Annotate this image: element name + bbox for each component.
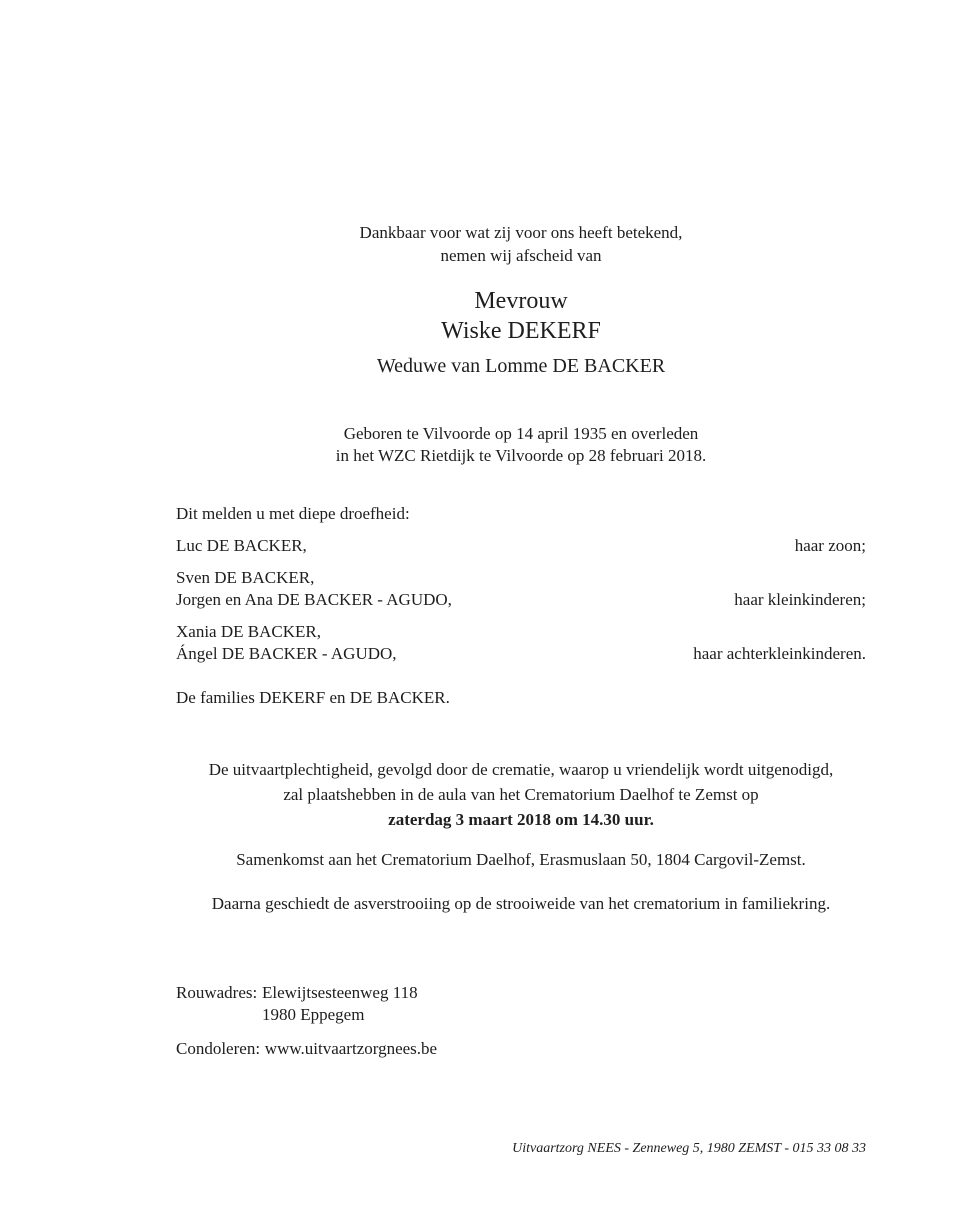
relative-row-son	[176, 535, 866, 557]
families-line: De families DEKERF en DE BACKER.	[176, 688, 450, 707]
relative-names	[176, 567, 452, 611]
life-dates	[176, 423, 866, 467]
relation-label: haar achterkleinkinderen.	[693, 644, 866, 663]
intro-line-1: Dankbaar voor wat zij voor ons heeft betekend,	[359, 223, 683, 242]
deceased-title	[176, 286, 866, 346]
intro-lines	[176, 221, 866, 267]
ceremony-line-2: zal plaatshebben in de aula van het Crematorium Daelhof te Zemst op	[283, 785, 759, 804]
relative-row-great-grandchildren	[176, 621, 866, 665]
relative-name: Ángel DE BACKER - AGUDO,	[176, 644, 397, 663]
deceased-subtitle: Weduwe van Lomme DE BACKER	[376, 355, 666, 377]
mourning-address-street: Elewijtsesteenweg 118	[261, 983, 418, 1002]
intro-line-2: nemen wij afscheid van	[440, 246, 602, 265]
condolences-label: Condoleren:	[176, 1039, 261, 1058]
text-column	[176, 0, 866, 1228]
mourning-address-city: 1980 Eppegem	[261, 1005, 365, 1024]
mourning-address-lines	[262, 982, 418, 1026]
ash-scattering-line: Daarna geschiedt de asverstrooiing op de strooiweide van het crematorium in familiekring.	[211, 894, 831, 913]
relative-name: Xania DE BACKER,	[176, 622, 321, 641]
relative-row-grandchildren	[176, 567, 866, 611]
mourning-address	[176, 982, 866, 1026]
condolences-line	[176, 1038, 866, 1060]
relative-name: Sven DE BACKER,	[176, 568, 315, 587]
deceased-honorific: Mevrouw	[474, 288, 568, 314]
relative-name: Jorgen en Ana DE BACKER - AGUDO,	[176, 590, 452, 609]
gathering-line: Samenkomst aan het Crematorium Daelhof, Erasmuslaan 50, 1804 Cargovil-Zemst.	[236, 850, 806, 869]
condolences-website: www.uitvaartzorgnees.be	[264, 1039, 438, 1058]
ceremony-line-1: De uitvaartplechtigheid, gevolgd door de crematie, waarop u vriendelijk wordt uitgenodigd,	[208, 760, 834, 779]
announcement-intro: Dit melden u met diepe droefheid:	[176, 504, 410, 523]
relation-label: haar zoon;	[794, 536, 866, 555]
relative-name: Luc DE BACKER,	[176, 536, 307, 555]
deceased-name: Wiske DEKERF	[441, 318, 601, 344]
relative-names	[176, 535, 307, 557]
death-line: in het WZC Rietdijk te Vilvoorde op 28 februari 2018.	[335, 446, 707, 465]
relation-label: haar kleinkinderen;	[734, 590, 866, 609]
ceremony-paragraph	[176, 757, 866, 832]
funeral-home-footer: Uitvaartzorg NEES - Zenneweg 5, 1980 ZEMST - 015 33 08 33	[512, 1141, 866, 1156]
ceremony-date-time: zaterdag 3 maart 2018 om 14.30 uur.	[388, 810, 654, 829]
relative-names	[176, 621, 397, 665]
mourning-address-label: Rouwadres:	[176, 983, 258, 1002]
birth-line: Geboren te Vilvoorde op 14 april 1935 en overleden	[343, 424, 699, 443]
